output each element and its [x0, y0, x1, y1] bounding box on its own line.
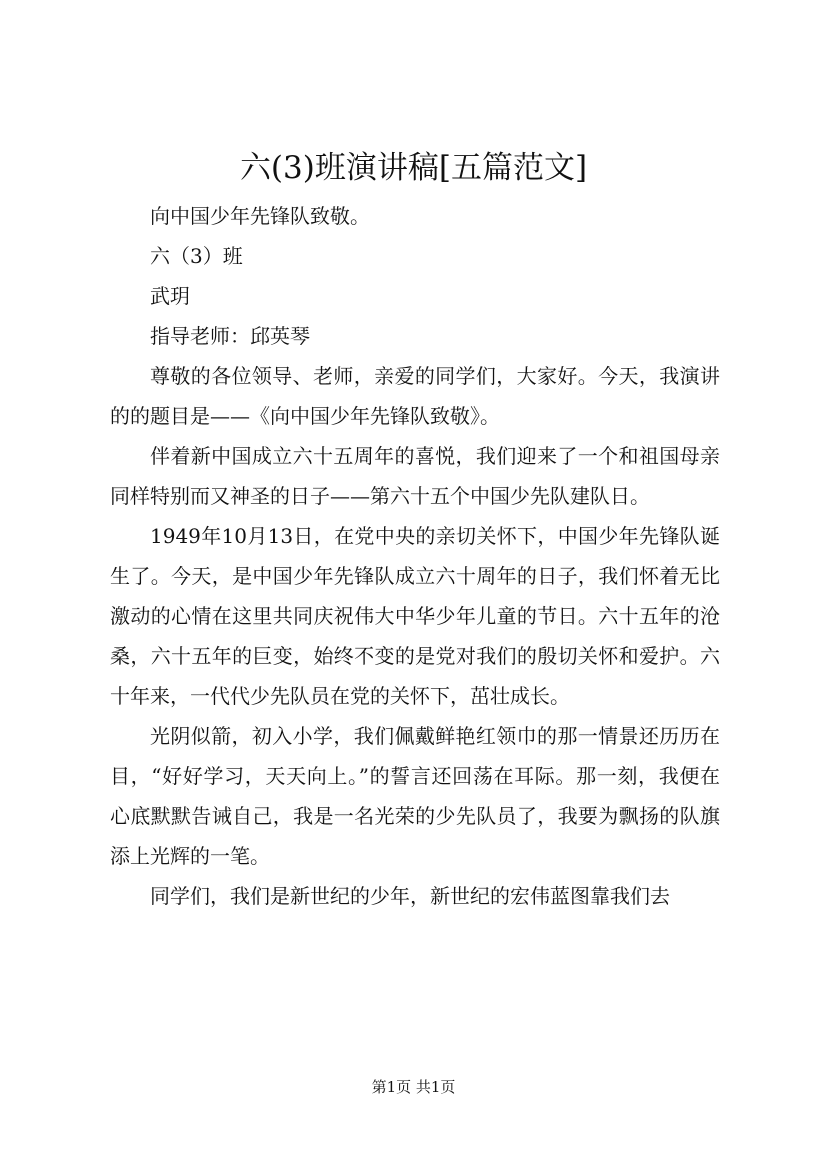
paragraph-greeting: 尊敬的各位领导、老师，亲爱的同学们，大家好。今天，我演讲的的题目是——《向中国少年先锋队致敬》。 [110, 364, 720, 428]
page-footer: 第1页 共1页 [371, 1078, 456, 1096]
paragraph-author: 武玥 [150, 284, 190, 308]
document-title: 六(3)班演讲稿[五篇范文] [239, 150, 588, 186]
document-body [110, 196, 720, 916]
paragraph-heading: 向中国少年先锋队致敬。 [150, 204, 370, 228]
paragraph-body: 光阴似箭，初入小学，我们佩戴鲜艳红领巾的那一情景还历历在目，“好好学习，天天向上。”的誓言还回荡在耳际。那一刻，我便在心底默默告诫自己，我是一名光荣的少先队员了，我要为飘扬的队旗添上光辉的一笔。 [110, 724, 720, 868]
paragraph-body: 1949年10月13日，在党中央的亲切关怀下，中国少年先锋队诞生了。今天，是中国少年先锋队成立六十周年的日子，我们怀着无比激动的心情在这里共同庆祝伟大中华少年儿童的节日。六十五年的沧桑，六十五年的巨变，始终不变的是党对我们的殷切关怀和爱护。六十年来，一代代少先队员在党的关怀下，茁壮成长。 [110, 524, 720, 708]
paragraph-body: 同学们，我们是新世纪的少年，新世纪的宏伟蓝图靠我们去 [150, 884, 670, 908]
paragraph-body: 伴着新中国成立六十五周年的喜悦，我们迎来了一个和祖国母亲同样特别而又神圣的日子——第六十五个中国少先队建队日。 [110, 444, 720, 508]
paragraph-class: 六（3）班 [150, 244, 243, 268]
paragraph-teacher: 指导老师：邱英琴 [150, 324, 310, 348]
